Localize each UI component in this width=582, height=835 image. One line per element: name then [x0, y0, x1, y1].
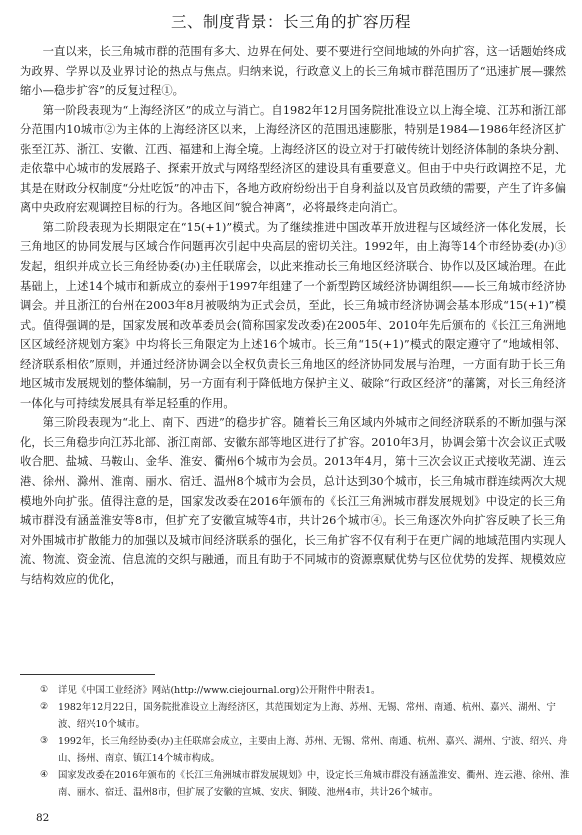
- footnote: [40, 733, 570, 767]
- footnote-divider: [20, 674, 155, 675]
- footnote: [40, 767, 570, 801]
- footnote-marker: ④: [40, 770, 49, 780]
- footnote: [40, 699, 570, 733]
- footnote-text: 详见《中国工业经济》网站(http://www.ciejournal.org)公开附件中附表1。: [58, 685, 381, 696]
- footnote-text: 1992年，长三角经协委(办)主任联席会成立，主要由上海、苏州、无锡、常州、南通、杭州、嘉兴、湖州、宁波、绍兴、舟山、扬州、南京、镇江14个城市构成。: [58, 736, 568, 764]
- footnote-text: 1982年12月22日，国务院批准设立上海经济区，其范围划定为上海、苏州、无锡、常州、南通、杭州、嘉兴、湖州、宁波、绍兴10个城市。: [58, 702, 556, 730]
- paragraph: 第一阶段表现为“上海经济区”的成立与消亡。自1982年12月国务院批准设立以上海全境、江苏和浙江部分范围内10城市②为主体的上海经济区以来，上海经济区的范围迅速膨胀，特别是1984—1986年经济区扩张至江苏、浙江、安徽、江西、福建和上海全境。上海经济区的设立对于打破传统计划经济体制的条块分割、走依靠中心城市的发展路子、探索开放式与网络型经济区的建设具有重要意义。但由于中央行政调控不足，尤其是在财政分权制度“分灶吃饭”的冲击下，各地方政府纷纷出于自身利益以及官员政绩的需要，产生了许多偏离中央政府宏观调控目标的行为。各地区间“貌合神离”，必将最终走向消亡。: [20, 103, 566, 215]
- footnote-marker: ①: [40, 685, 49, 695]
- footnote-marker: ②: [40, 702, 49, 712]
- footnote: [40, 682, 570, 699]
- body-text: [20, 42, 566, 589]
- paragraph: 第二阶段表现为长期限定在“15(+1)”模式。为了继续推进中国改革开放进程与区域经济一体化发展，长三角地区的协同发展与区域合作问题再次引起中央高层的密切关注。1992年，由上海等14个市经协委(办)③发起，组织并成立长三角经协委(办)主任联席会，以此来推动长三角地区经济联合、协作以及区域治理。在此基础上，上述14个城市和新成立的泰州于1997年组建了一个新型跨区域经济协调组织——长三角城市经济协调会。并且浙江的台州在2003年8月被吸纳为正式会员，至此，长三角城市经济协调会基本形成“15(+1)”模式。值得强调的是，国家发展和改革委员会(简称国家发改委)在2005年、2010年先后颁布的《长江三角洲地区区域经济规划方案》中均将长三角限定为上述16个城市。长三角“15(+1)”模式的限定遵守了“地域相邻、经济联系相依”原则，并通过经济协调会以全权负责长三角地区的经济协同发展与治理，一方面有助于长三角地区城市发展规划的整体编制，另一方面有利于降低地方保护主义、破除“行政区经济”的藩篱，对长三角经济一体化与可持续发展具有举足轻重的作用。: [20, 220, 566, 410]
- footnote-text: 国家发改委在2016年颁布的《长江三角洲城市群发展规划》中，设定长三角城市群没有涵盖淮安、衢州、连云港、徐州、淮南、丽水、宿迁、温州8市，但扩展了安徽的宣城、安庆、铜陵、池州4市，共计26个城市。: [58, 770, 570, 798]
- paragraph: 第三阶段表现为“北上、南下、西进”的稳步扩容。随着长三角区域内外城市之间经济联系的不断加强与深化，长三角稳步向江苏北部、浙江南部、安徽东部等地区进行了扩容。2010年3月，协调会第十次会议正式吸收合肥、盐城、马鞍山、金华、淮安、衢州6个城市为会员。2013年4月，第十三次会议正式接收芜湖、连云港、徐州、滁州、淮南、丽水、宿迁、温州8个城市为会员，总计达到30个城市，长三角城市群连续两次大规模地外向扩张。值得注意的是，国家发改委在2016年颁布的《长江三角洲城市群发展规划》中设定的长三角城市群没有涵盖淮安等8市，但扩充了安徽宣城等4市，共计26个城市④。长三角逐次外向扩容反映了长三角对外围城市扩散能力的加强以及城市间经济联系的强化，长三角扩容不仅有利于在更广阔的地域范围内实现人流、物流、资金流、信息流的交织与融通，而且有助于不同城市的资源禀赋优势与区位优势的发挥、规模效应与结构效应的优化，: [20, 416, 566, 586]
- page-number: 82: [36, 812, 50, 824]
- footnote-marker: ③: [40, 736, 49, 746]
- section-title: 三、制度背景：长三角的扩容历程: [170, 13, 411, 31]
- footnotes: [40, 682, 570, 801]
- paragraph: 一直以来，长三角城市群的范围有多大、边界在何处、要不要进行空间地域的外向扩容，这一话题始终成为政界、学界以及业界讨论的热点与焦点。归纳来说，行政意义上的长三角城市群范围历了“迅速扩展—骤然缩小—稳步扩容”的反复过程①。: [20, 45, 566, 98]
